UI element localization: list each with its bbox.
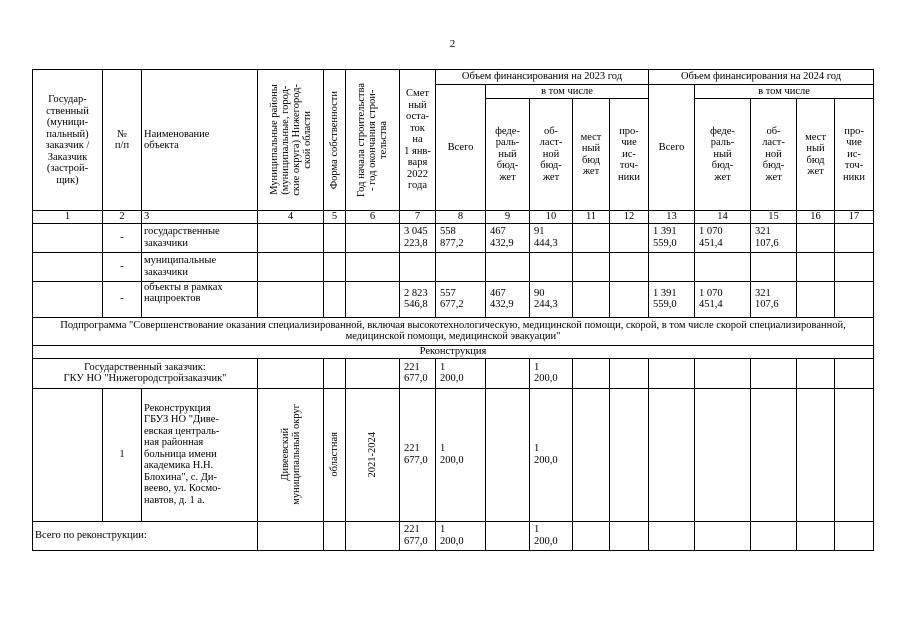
cell-regional-2023: 90 244,3 — [530, 281, 573, 317]
row-num: - — [103, 281, 142, 317]
header-estimate: Смет ный оста- ток на 1 янв- варя 2022 года — [400, 70, 436, 211]
col-number: 4 — [258, 211, 324, 224]
col-number: 7 — [400, 211, 436, 224]
cell-federal-2023: 467 432,9 — [486, 281, 530, 317]
customer-row — [33, 358, 874, 388]
row-name: государственные заказчики — [142, 223, 258, 252]
col-number: 17 — [835, 211, 874, 224]
cell-regional-2024: 321 107,6 — [751, 281, 797, 317]
row-num: - — [103, 252, 142, 281]
table-row — [33, 223, 874, 252]
header-including-2024: в том числе — [695, 85, 874, 99]
object-name: Реконструкция ГБУЗ НО "Дивe- евская централь- ная районная больница имени академика Н.Н. Блохина", с. Ди- веево, ул. Космо- навтов, д. 1 а. — [142, 388, 258, 521]
cell-total-2024: 1 391 559,0 — [649, 281, 695, 317]
financing-table — [32, 69, 874, 551]
col-number: 11 — [573, 211, 610, 224]
col-number: 12 — [610, 211, 649, 224]
row-name: объекты в рамках нацпроектов — [142, 281, 258, 317]
header-years: Год начала строительства - год окончания строи- тельства — [346, 70, 400, 211]
col-number: 15 — [751, 211, 797, 224]
col-number: 14 — [695, 211, 751, 224]
header-num: № п/п — [103, 70, 142, 211]
cell-estimate: 221 677,0 — [400, 358, 436, 388]
object-num: 1 — [103, 388, 142, 521]
col-number: 6 — [346, 211, 400, 224]
col-number: 3 — [142, 211, 258, 224]
header-local-2024: мест ный бюд жет — [797, 99, 835, 211]
header-other-2024: про- чие ис- точ- ники — [835, 99, 874, 211]
col-number: 16 — [797, 211, 835, 224]
header-including-2023: в том числе — [486, 85, 649, 99]
header-districts: Муниципальные районы (муниципальные, город- ские округа) Нижегород- ской области — [258, 70, 324, 211]
col-number: 13 — [649, 211, 695, 224]
cell-regional-2024: 321 107,6 — [751, 223, 797, 252]
object-years: 2021-2024 — [346, 388, 400, 521]
cell-regional-2023: 91 444,3 — [530, 223, 573, 252]
header-ownership: Форма собственности — [324, 70, 346, 211]
cell-total-2023: 1 200,0 — [436, 388, 486, 521]
cell-federal-2024: 1 070 451,4 — [695, 281, 751, 317]
cell-estimate: 221 677,0 — [400, 388, 436, 521]
total-label: Всего по реконструкции: — [33, 521, 258, 550]
header-name: Наименование объекта — [142, 70, 258, 211]
header-fin-2023: Объем финансирования на 2023 год — [436, 70, 649, 85]
cell-estimate: 221 677,0 — [400, 521, 436, 550]
col-number: 5 — [324, 211, 346, 224]
header-regional-2023: об- ласт- ной бюд- жет — [530, 99, 573, 211]
cell-regional-2023: 1 200,0 — [530, 521, 573, 550]
cell-total-2023: 1 200,0 — [436, 521, 486, 550]
cell-total-2023: 557 677,2 — [436, 281, 486, 317]
cell-total-2023: 558 877,2 — [436, 223, 486, 252]
header-total-2024: Всего — [649, 85, 695, 211]
cell-estimate: 2 823 546,8 — [400, 281, 436, 317]
object-district: Дивеевский муниципальный округ — [258, 388, 324, 521]
cell-regional-2023: 1 200,0 — [530, 388, 573, 521]
cell-regional-2023: 1 200,0 — [530, 358, 573, 388]
header-federal-2023: феде- раль- ный бюд- жет — [486, 99, 530, 211]
col-number: 1 — [33, 211, 103, 224]
col-number: 10 — [530, 211, 573, 224]
header-customer: Государ- ственный (муници- пальный) заказчик / Заказчик (застрой- щик) — [33, 70, 103, 211]
customer-label: Государственный заказчик: ГКУ НО "Нижегородстройзаказчик" — [33, 358, 258, 388]
cell-federal-2024: 1 070 451,4 — [695, 223, 751, 252]
header-total-2023: Всего — [436, 85, 486, 211]
header-regional-2024: об- ласт- ной бюд- жет — [751, 99, 797, 211]
col-number: 9 — [486, 211, 530, 224]
cell-estimate: 3 045 223,8 — [400, 223, 436, 252]
page-number: 2 — [449, 38, 456, 50]
header-other-2023: про- чие ис- точ- ники — [610, 99, 649, 211]
header-fin-2024: Объем финансирования на 2024 год — [649, 70, 874, 85]
object-ownership: областная — [324, 388, 346, 521]
row-name: муниципальные заказчики — [142, 252, 258, 281]
subprogram-title: Подпрограмма "Совершенствование оказания специализированной, включая высокотехнологическую, медицинской помощи, скорой, в том числе скорой специализированной, медицинской помощи, медицинской эвакуации" — [33, 317, 874, 345]
column-number-row — [33, 211, 874, 224]
section-title: Реконструкция — [33, 345, 874, 358]
total-row — [33, 521, 874, 550]
row-num: - — [103, 223, 142, 252]
col-number: 2 — [103, 211, 142, 224]
header-local-2023: мест ный бюд жет — [573, 99, 610, 211]
cell-total-2023: 1 200,0 — [436, 358, 486, 388]
cell-total-2024: 1 391 559,0 — [649, 223, 695, 252]
header-federal-2024: феде- раль- ный бюд- жет — [695, 99, 751, 211]
table-row — [33, 252, 874, 281]
table-row — [33, 281, 874, 317]
object-row — [33, 388, 874, 521]
col-number: 8 — [436, 211, 486, 224]
cell-federal-2023: 467 432,9 — [486, 223, 530, 252]
